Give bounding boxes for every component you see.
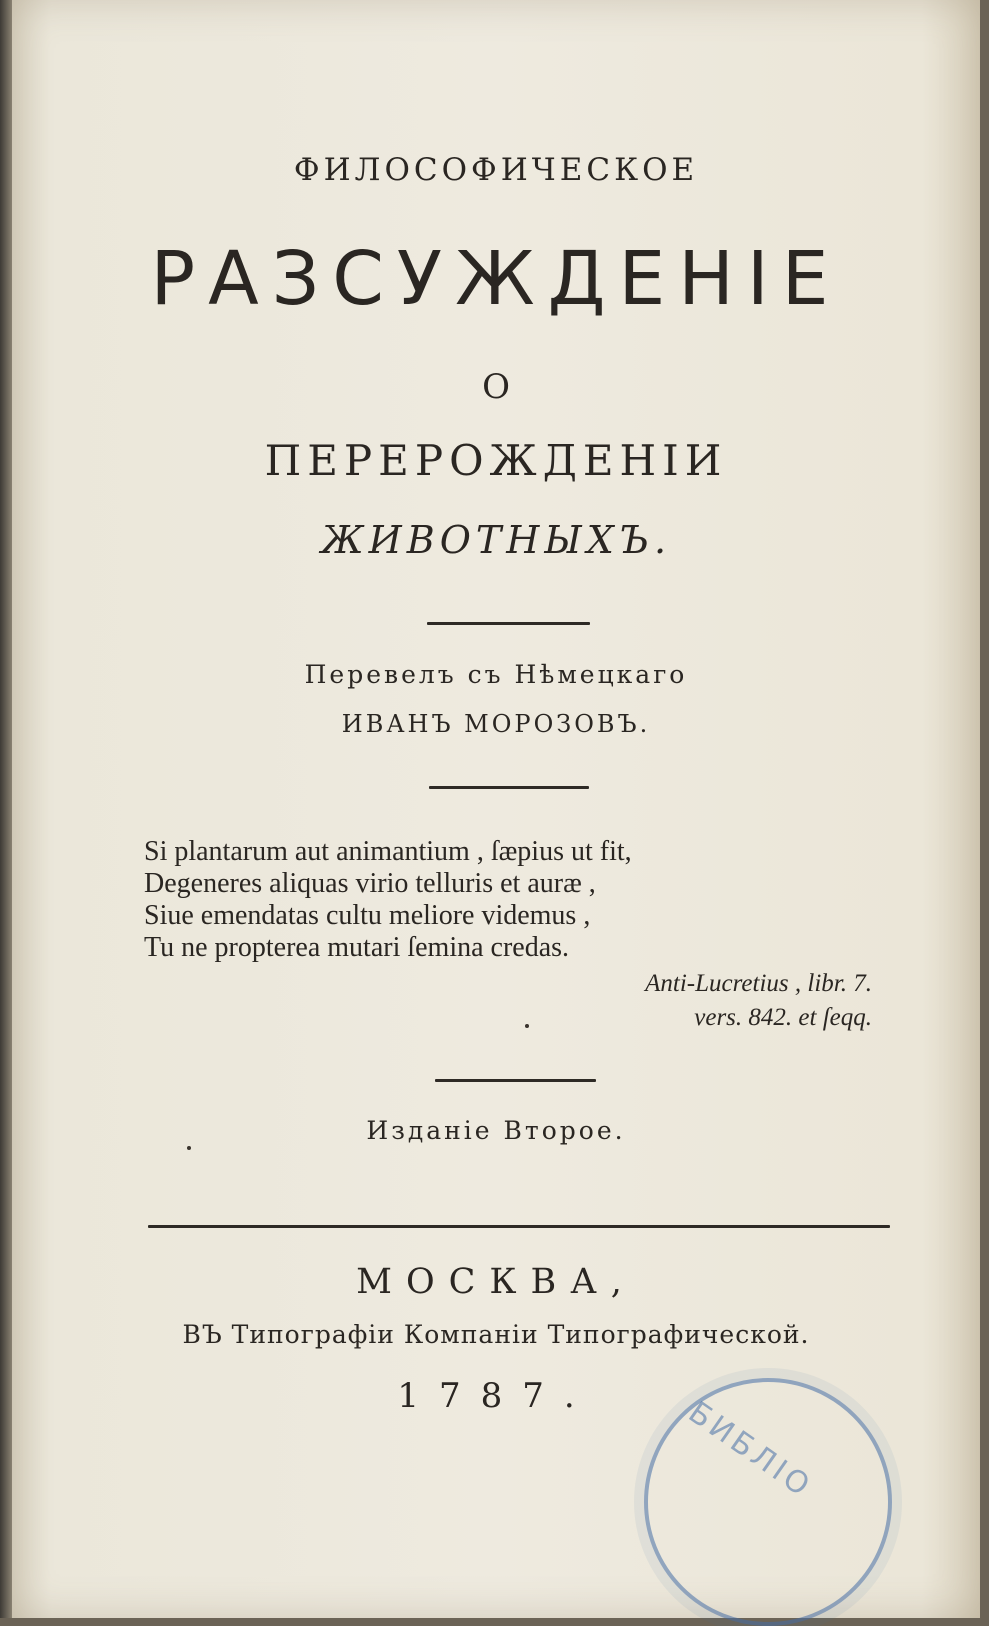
library-stamp-text: БИБЛІО [681,1395,819,1506]
epigraph-citation: Anti-Lucretius , libr. 7. [645,970,872,997]
imprint-printer: ВЪ Типографіи Компаніи Типографической. [182,1320,810,1349]
library-stamp [644,1378,892,1626]
imprint-year: 1787. [397,1376,595,1416]
title-line-1: ФИЛОСОФИЧЕСКОЕ [293,152,699,188]
title-line-3: О [482,367,510,407]
epigraph-citation-verse: vers. 842. et ſeqq. [694,1004,872,1031]
divider-rule [429,786,589,789]
title-line-4: ПЕРЕРОЖДЕНІИ [264,436,728,485]
divider-rule [427,622,590,625]
ink-speck [525,1024,529,1028]
divider-rule [435,1079,596,1082]
translator-line: Перевелъ съ Нѣмецкаго [304,660,688,689]
latin-epigraph [144,836,884,964]
book-spine-edge [0,0,12,1618]
epigraph-line: Si plantarum aut animantium , ſæpius ut fit, [144,836,632,867]
translator-name: ИВАНЪ МОРОЗОВЪ. [341,710,651,738]
imprint-city: МОСКВА, [356,1262,636,1302]
epigraph-line: Siue emendatas cultu meliore videmus , [144,900,591,931]
title-line-2: РАЗСУЖДЕНІЕ [150,236,842,322]
title-page [12,0,980,1618]
ink-speck [187,1146,191,1150]
long-divider-rule [148,1225,890,1228]
edition-statement: Изданіе Второе. [366,1116,626,1145]
epigraph-line: Tu ne propterea mutari ſemina credas. [144,932,570,963]
title-line-5: ЖИВОТНЫХЪ. [320,518,672,562]
epigraph-line: Degeneres aliquas virio telluris et auræ , [144,868,596,899]
